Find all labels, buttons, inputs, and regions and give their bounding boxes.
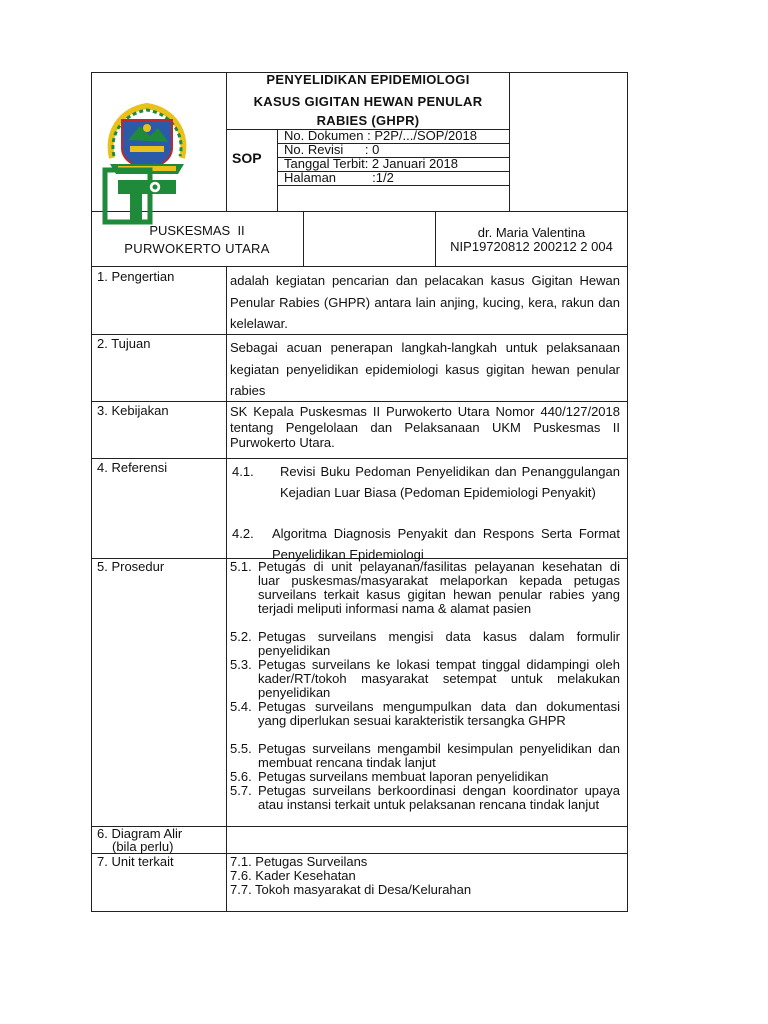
doc-number: No. Dokumen : P2P/.../SOP/2018 (284, 128, 477, 143)
page-number: Halaman :1/2 (284, 170, 394, 185)
section-text-tujuan: Sebagai acuan penerapan langkah-langkah untuk pelaksanaan kegiatan penyelidikan epidemiologi kasus gigitan hewan penular rabies (230, 340, 620, 398)
unit-item-2: 7.6. Kader Kesehatan (230, 868, 356, 883)
prosedur-item-6-text: Petugas surveilans membuat laporan penyelidikan (258, 769, 549, 784)
section-label-pengertian: 1. Pengertian (97, 269, 175, 284)
doc-title-line-2: KASUS GIGITAN HEWAN PENULAR (253, 94, 483, 109)
prosedur-item-4-text: Petugas surveilans mengumpulkan data dan dokumentasi yang diperlukan sesuai karakteristik tersangka GHPR (258, 699, 620, 728)
prosedur-item-3-text: Petugas surveilans ke lokasi tempat tinggal didampingi oleh kader/RT/tokoh masyarakat setempat untuk melakukan penyelidikan (258, 657, 620, 700)
section-text-pengertian: adalah kegiatan pencarian dan pelacakan kasus Gigitan Hewan Penular Rabies (GHPR) antara lain anjing, kucing, kera, rakun dan kelelawar. (230, 273, 620, 331)
signer-name: dr. Maria Valentina (477, 225, 586, 240)
prosedur-item-7-num: 5.7. (230, 783, 252, 798)
unit-item-3: 7.7. Tokoh masyarakat di Desa/Kelurahan (230, 882, 472, 897)
prosedur-item-2-num: 5.2. (230, 629, 252, 644)
section-label-unit: 7. Unit terkait (97, 854, 174, 869)
doc-title-line-1: PENYELIDIKAN EPIDEMIOLOGI (266, 72, 470, 87)
doc-title-line-3: RABIES (GHPR) (316, 113, 420, 128)
referensi-item-2-text: Algoritma Diagnosis Penyakit dan Respons Serta Format Penyelidikan Epidemiologi (272, 526, 620, 562)
prosedur-item-7-text: Petugas surveilans berkoordinasi dengan koordinator upaya atau instansi terkait untuk pelaksanan rencana tindak lanjut (258, 783, 620, 812)
prosedur-item-3-num: 5.3. (230, 657, 252, 672)
issue-date: Tanggal Terbit: 2 Januari 2018 (284, 156, 458, 171)
unit-item-1: 7.1. Petugas Surveilans (230, 854, 368, 869)
referensi-item-2-num: 4.2. (232, 526, 254, 541)
prosedur-item-2-text: Petugas surveilans mengisi data kasus dalam formulir penyelidikan (258, 629, 620, 658)
prosedur-item-1-num: 5.1. (230, 559, 252, 574)
signer-nip: NIP19720812 200212 2 004 (450, 239, 613, 254)
org-name-line-2: PURWOKERTO UTARA (124, 241, 270, 256)
referensi-item-1-num: 4.1. (232, 464, 254, 479)
prosedur-item-5-text: Petugas surveilans mengambil kesimpulan penyelidikan dan membuat rencana tindak lanjut (258, 741, 620, 770)
section-label-tujuan: 2. Tujuan (97, 336, 151, 351)
section-label-kebijakan: 3. Kebijakan (97, 403, 169, 418)
section-label-prosedur: 5. Prosedur (97, 559, 165, 574)
section-label-referensi: 4. Referensi (97, 460, 168, 475)
revision-number: No. Revisi : 0 (284, 142, 380, 157)
prosedur-item-5-num: 5.5. (230, 741, 252, 756)
sop-label: SOP (232, 150, 262, 166)
prosedur-item-4-num: 5.4. (230, 699, 252, 714)
section-text-kebijakan: SK Kepala Puskesmas II Purwokerto Utara Nomor 440/127/2018 tentang Pengelolaan dan Pelaksanaan UKM Puskesmas II Purwokerto Utara. (230, 404, 620, 450)
referensi-item-1-text: Revisi Buku Pedoman Penyelidikan dan Penanggulangan Kejadian Luar Biasa (Pedoman Epidemiologi Penyakit) (280, 464, 620, 500)
prosedur-item-1-text: Petugas di unit pelayanan/fasilitas pelayanan kesehatan di luar puskesmas/masyarakat melaporkan kepada petugas surveilans terkait kasus gigitan hewan penular rabies yang terjadi meliputi informasi nama & alamat pasien (258, 559, 620, 616)
puskesmas-logo (100, 98, 195, 228)
prosedur-item-6-num: 5.6. (230, 769, 252, 784)
section-label-diagram-note: (bila perlu) (112, 839, 174, 854)
org-name-line-1: PUSKESMAS II (149, 223, 245, 238)
section-label-diagram: 6. Diagram Alir (97, 826, 183, 841)
